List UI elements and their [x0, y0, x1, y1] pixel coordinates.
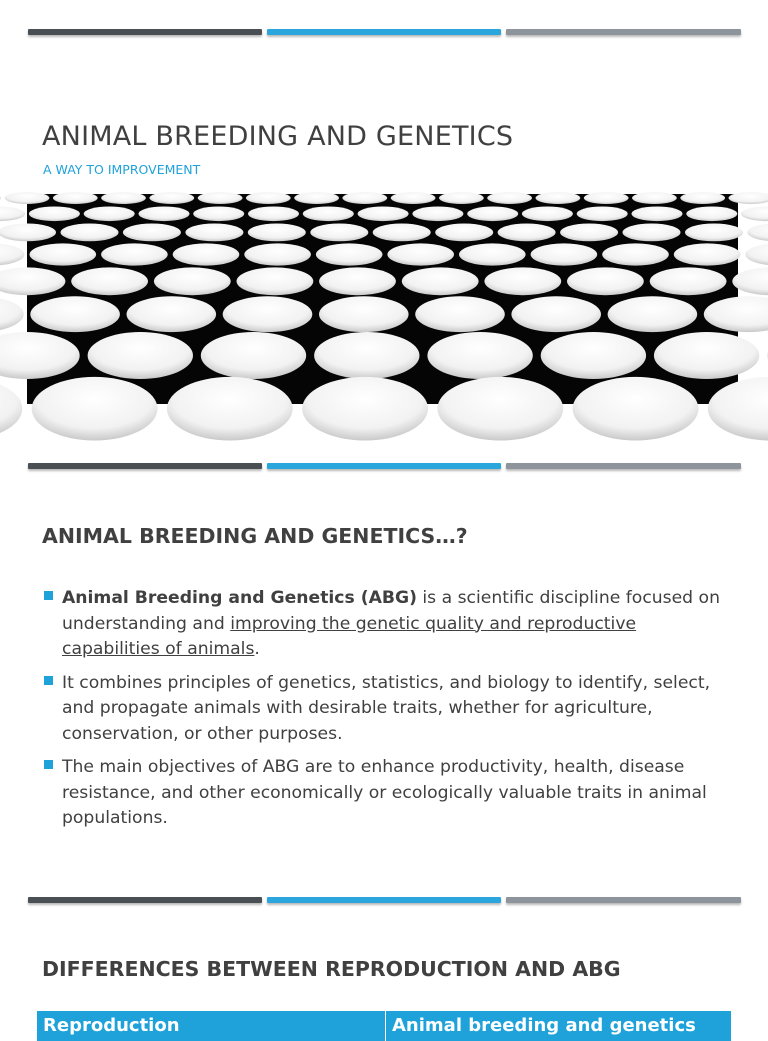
disc-shape — [602, 243, 669, 265]
disc-shape — [167, 377, 293, 441]
disc-shape — [88, 332, 193, 379]
disc-shape — [623, 224, 681, 242]
disc-shape — [439, 192, 484, 204]
disc-shape — [30, 296, 120, 332]
discs-pattern-image — [27, 194, 738, 404]
disc-shape — [536, 192, 581, 204]
disc-shape — [437, 377, 563, 441]
bullet-square-icon — [44, 591, 53, 600]
bullet-square-icon — [44, 676, 53, 685]
disc-shape — [303, 207, 354, 222]
disc-shape — [314, 332, 419, 379]
disc-shape — [127, 296, 217, 332]
disc-shape — [0, 224, 56, 242]
disc-shape — [560, 224, 618, 242]
disc-shape — [139, 207, 190, 222]
disc-shape — [5, 192, 50, 204]
disc-shape — [0, 377, 22, 441]
slide-title — [0, 0, 768, 432]
disc-shape — [29, 207, 80, 222]
accent-bar-gray — [506, 463, 741, 469]
disc-shape — [248, 207, 299, 222]
accent-bar-dark — [28, 897, 262, 903]
bullet-item — [42, 671, 732, 748]
bullet-item — [42, 755, 732, 832]
disc-shape — [531, 243, 598, 265]
bullet-text: The main objectives of ABG are to enhance productivity, health, disease resistance, and other economically or ecologically valuable traits in animal populations. — [62, 757, 707, 828]
disc-shape — [402, 267, 479, 295]
disc-shape — [248, 224, 306, 242]
disc-shape — [747, 224, 768, 242]
slide-heading: DIFFERENCES BETWEEN REPRODUCTION AND ABG — [42, 957, 621, 981]
disc-shape — [185, 224, 243, 242]
slide-definition — [0, 434, 768, 866]
disc-shape — [0, 243, 25, 265]
disc-shape — [101, 192, 146, 204]
disc-shape — [435, 224, 493, 242]
disc-shape — [577, 207, 628, 222]
disc-shape — [319, 267, 396, 295]
disc-shape — [632, 192, 677, 204]
hero-image-discs — [27, 194, 738, 404]
disc-shape — [674, 243, 741, 265]
disc-shape — [193, 207, 244, 222]
slide-heading: ANIMAL BREEDING AND GENETICS…? — [42, 524, 468, 548]
disc-shape — [391, 192, 436, 204]
disc-shape — [294, 192, 339, 204]
disc-shape — [223, 296, 313, 332]
disc-shape — [608, 296, 698, 332]
disc-shape — [0, 296, 24, 332]
accent-bar-blue — [267, 463, 501, 469]
disc-shape — [310, 224, 368, 242]
disc-shape — [567, 267, 644, 295]
disc-shape — [741, 207, 768, 222]
disc-shape — [316, 243, 383, 265]
disc-shape — [541, 332, 646, 379]
accent-bar-dark — [28, 463, 262, 469]
accent-bar-gray — [506, 897, 741, 903]
disc-shape — [358, 207, 409, 222]
disc-shape — [484, 267, 561, 295]
disc-shape — [373, 224, 431, 242]
accent-bar-blue — [267, 897, 501, 903]
accent-bar-gray — [506, 29, 741, 35]
bullet-underlined-text: improving the genetic quality and reproductive capabilities of animals — [62, 614, 636, 660]
disc-shape — [511, 296, 601, 332]
disc-shape — [680, 192, 725, 204]
disc-shape — [123, 224, 181, 242]
disc-shape — [686, 207, 737, 222]
disc-shape — [84, 207, 135, 222]
disc-shape — [61, 224, 119, 242]
disc-shape — [487, 192, 532, 204]
presentation-title: ANIMAL BREEDING AND GENETICS — [42, 121, 513, 152]
disc-shape — [53, 192, 98, 204]
disc-shape — [149, 192, 194, 204]
disc-shape — [244, 243, 311, 265]
disc-shape — [30, 243, 97, 265]
presentation-subtitle: A WAY TO IMPROVEMENT — [43, 162, 200, 177]
header-accent-bars — [28, 29, 741, 37]
disc-shape — [650, 267, 727, 295]
disc-shape — [632, 207, 683, 222]
header-accent-bars — [28, 463, 741, 471]
disc-shape — [654, 332, 759, 379]
disc-shape — [71, 267, 148, 295]
disc-shape — [154, 267, 231, 295]
disc-shape — [498, 224, 556, 242]
disc-shape — [412, 207, 463, 222]
disc-shape — [101, 243, 168, 265]
bullet-square-icon — [44, 760, 53, 769]
disc-shape — [198, 192, 243, 204]
disc-shape — [302, 377, 428, 441]
accent-bar-blue — [267, 29, 501, 35]
bullet-item — [42, 586, 732, 663]
disc-shape — [237, 267, 314, 295]
disc-shape — [745, 243, 768, 265]
disc-shape — [0, 207, 25, 222]
table-header-abg: Animal breeding and genetics — [385, 1011, 731, 1041]
disc-shape — [342, 192, 387, 204]
disc-shape — [32, 377, 158, 441]
header-accent-bars — [28, 897, 741, 905]
disc-shape — [246, 192, 291, 204]
table-header-reproduction: Reproduction — [37, 1011, 384, 1041]
disc-shape — [387, 243, 454, 265]
disc-shape — [427, 332, 532, 379]
disc-shape — [0, 192, 1, 204]
bullet-text: It combines principles of genetics, statistics, and biology to identify, select, and propagate animals with desirable traits, whether for agriculture, conservation, or other purposes. — [62, 673, 710, 744]
slide-differences — [0, 868, 768, 1024]
disc-shape — [201, 332, 306, 379]
comparison-table-header — [37, 1011, 731, 1041]
disc-shape — [584, 192, 629, 204]
bullet-text: is a scientific discipline focused on understanding and — [62, 588, 720, 634]
disc-shape — [685, 224, 743, 242]
disc-shape — [573, 377, 699, 441]
bullet-text-end: . — [254, 639, 259, 659]
disc-shape — [459, 243, 526, 265]
bullet-list — [42, 586, 732, 840]
bullet-bold-term: Animal Breeding and Genetics (ABG) — [62, 588, 417, 608]
disc-shape — [173, 243, 240, 265]
accent-bar-dark — [28, 29, 262, 35]
disc-shape — [319, 296, 409, 332]
disc-shape — [467, 207, 518, 222]
disc-shape — [415, 296, 505, 332]
disc-shape — [522, 207, 573, 222]
